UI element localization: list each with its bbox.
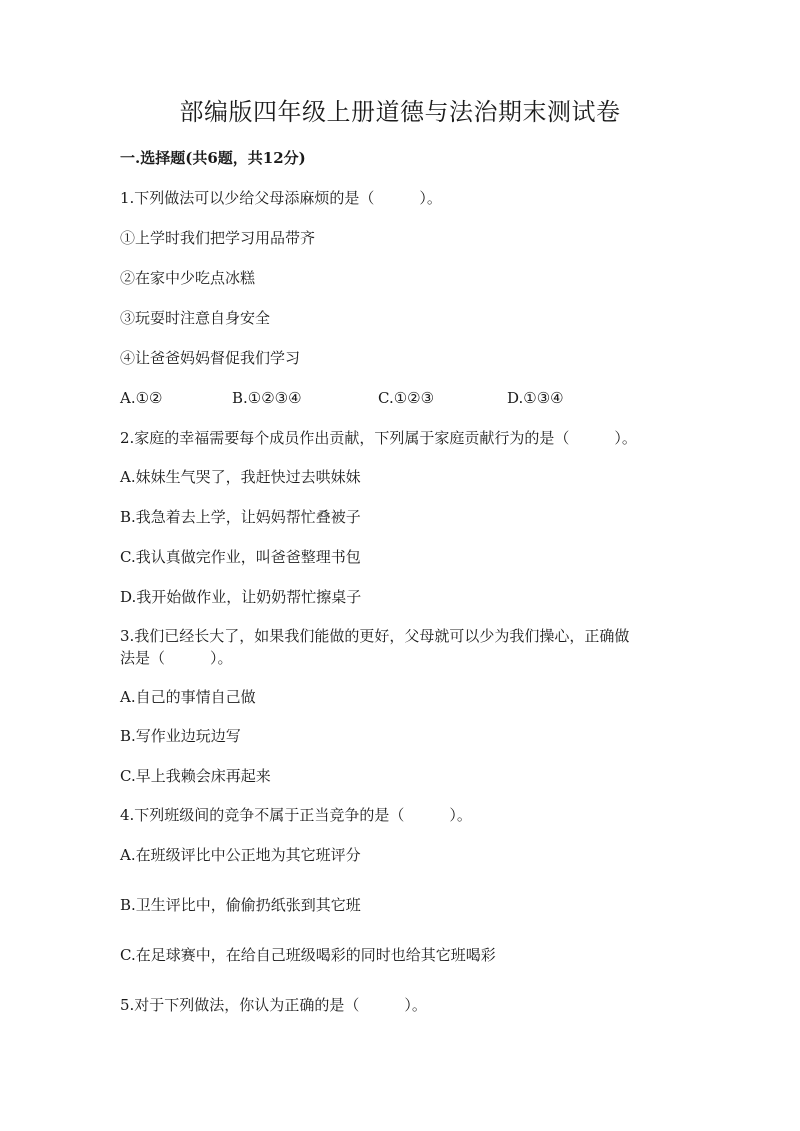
question-2-option-b: B.我急着去上学，让妈妈帮忙叠被子 [120,508,361,526]
question-2-stem: 2.家庭的幸福需要每个成员作出贡献，下列属于家庭贡献行为的是（ ）。 [120,429,637,447]
question-1-stem: 1.下列做法可以少给父母添麻烦的是（ ）。 [120,189,442,207]
question-4-option-a: A.在班级评比中公正地为其它班评分 [120,846,361,864]
question-4-stem: 4.下列班级间的竞争不属于正当竞争的是（ ）。 [120,806,472,824]
question-3-stem-line-2: 法是（ ）。 [120,649,233,667]
question-1-option-d: D.①③④ [507,389,564,407]
question-3-stem-line-1: 3.我们已经长大了，如果我们能做的更好，父母就可以少为我们操心，正确做 [120,627,630,645]
question-1-item-1: ①上学时我们把学习用品带齐 [120,229,316,247]
question-1-option-b: B.①②③④ [232,389,302,407]
question-1-option-c: C.①②③ [378,389,435,407]
page-title: 部编版四年级上册道德与法治期末测试卷 [179,98,621,126]
question-1-option-a: A.①② [120,389,163,407]
question-5-stem: 5.对于下列做法，你认为正确的是（ ）。 [120,996,427,1014]
question-1-item-3: ③玩耍时注意自身安全 [120,309,271,327]
question-3-option-b: B.写作业边玩边写 [120,727,241,745]
question-2-option-a: A.妹妹生气哭了，我赶快过去哄妹妹 [120,468,361,486]
question-3-option-c: C.早上我赖会床再起来 [120,767,271,785]
question-2-option-c: C.我认真做完作业，叫爸爸整理书包 [120,548,361,566]
question-1-item-2: ②在家中少吃点冰糕 [120,269,256,287]
question-3-option-a: A.自己的事情自己做 [120,688,256,706]
question-1-item-4: ④让爸爸妈妈督促我们学习 [120,349,301,367]
question-4-option-c: C.在足球赛中，在给自己班级喝彩的同时也给其它班喝彩 [120,946,496,964]
section-heading-choice: 一.选择题(共6题，共12分) [120,149,306,167]
question-2-option-d: D.我开始做作业，让奶奶帮忙擦桌子 [120,588,362,606]
question-4-option-b: B.卫生评比中，偷偷扔纸张到其它班 [120,896,361,914]
